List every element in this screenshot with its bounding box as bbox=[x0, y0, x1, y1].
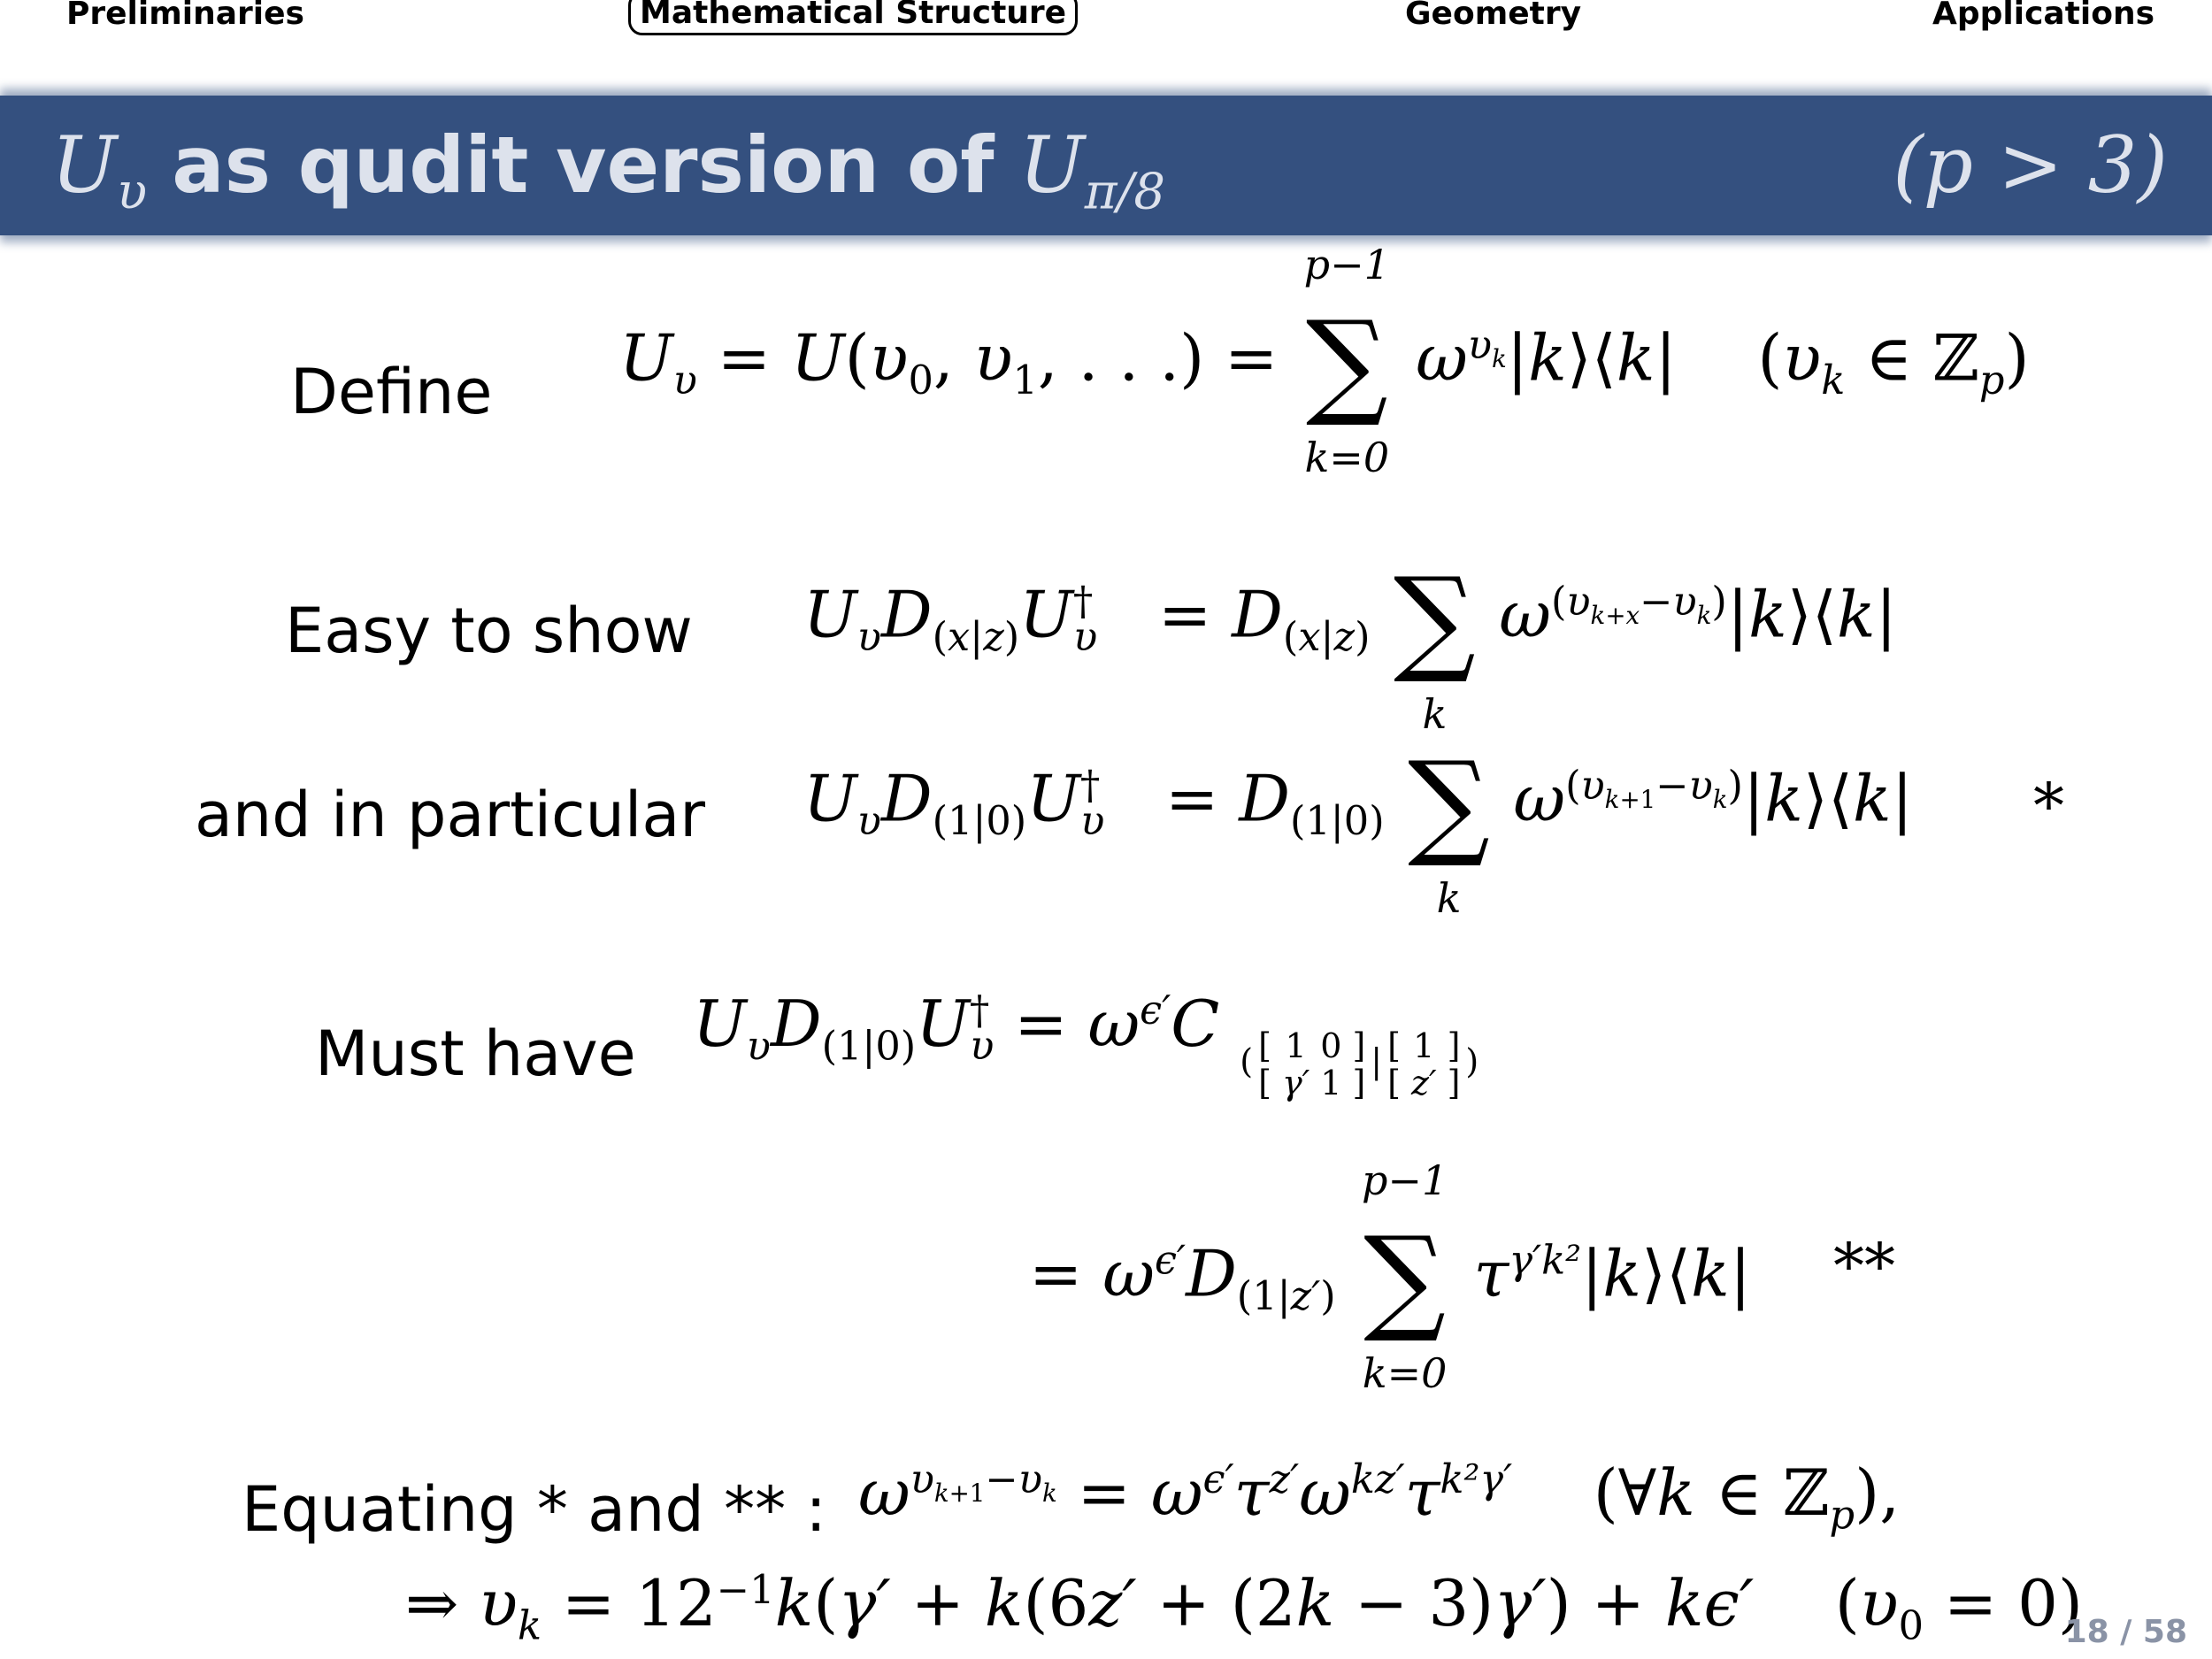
title-text: as qudit version of bbox=[172, 119, 995, 211]
title-rhs-sub: π/8 bbox=[1084, 163, 1166, 221]
star-marker: * bbox=[2033, 770, 2064, 842]
title-lhs-symbol: U bbox=[51, 119, 118, 211]
equation-must-have-line2: = $\omega^{\epsilon'}D_{(1|z')}$ p−1 ∑ k=0 $\tau^{\gamma'k^2}|k⟩⟨k|$ bbox=[1029, 1156, 1752, 1397]
equation-in-particular: $U_\upsilon D_{(1|0)}U^\dagger_\upsilon = D_{(1|0)}$ ∑ k $\omega^{(\upsilon_{k+1}-\upsilon_k)}|k⟩⟨k|$ bbox=[803, 736, 1913, 922]
nav-item-preliminaries[interactable]: Preliminaries bbox=[66, 0, 304, 32]
equation-easy-to-show: $U_\upsilon D_{(x|z)}U^\dagger_\upsilon = D_{(x|z)}$ ∑ k $\omega^{(\upsilon_{k+x}-\upsilon_k)}|k⟩⟨k|$ bbox=[803, 552, 1897, 738]
slide-title bbox=[51, 96, 1165, 235]
equation-must-have-line1: $U_\upsilon D_{(1|0)}U^\dagger_\upsilon = \omega^{\epsilon'}C$ ( [ 1 0 ] [ γ′ 1 ]| [ 1 ] [ z′ ]) bbox=[693, 987, 1479, 1102]
title-rhs-symbol: U bbox=[1018, 119, 1085, 211]
equation-result: ⇒ $\upsilon_k = 12^{-1}k(\gamma' + k(6z' + (2k - 3)\gamma') + k\epsilon'$ $(\upsilon_0 = 0)$ bbox=[405, 1566, 2083, 1649]
label-equating: Equating * and ** : bbox=[242, 1473, 826, 1546]
nav-item-applications[interactable]: Applications bbox=[1932, 0, 2155, 32]
title-condition: (p > 3) bbox=[1893, 119, 2168, 211]
equation-equating: $\omega^{\upsilon_{k+1}-\upsilon_k} = \omega^{\epsilon'}\tau^{z'}\omega^{kz'}\tau^{k^2\gamma'}$ (∀k ∈ ℤ$_p$), bbox=[858, 1455, 1901, 1539]
equation-define: $U_\upsilon = U(\upsilon_0$, $\upsilon_1$, . . .) = p−1 ∑ k=0 $\omega^{\upsilon_k}|k⟩⟨k|$ ($\upsilon_k$ ∈ ℤ$_p$) bbox=[619, 241, 2030, 481]
label-easy-to-show: Easy to show bbox=[285, 595, 693, 667]
nav-item-geometry[interactable]: Geometry bbox=[1405, 0, 1582, 32]
page-number: 18 / 58 bbox=[2064, 1614, 2187, 1650]
label-must-have: Must have bbox=[315, 1018, 636, 1090]
slide-title-bar bbox=[0, 96, 2212, 235]
double-star-marker: ** bbox=[1833, 1230, 1895, 1302]
section-navigation bbox=[0, 0, 2212, 41]
title-lhs-sub: υ bbox=[117, 163, 148, 221]
label-in-particular: and in particular bbox=[195, 779, 705, 851]
label-define: Define bbox=[290, 356, 493, 428]
nav-item-mathematical-structure[interactable]: Mathematical Structure bbox=[628, 0, 1078, 35]
